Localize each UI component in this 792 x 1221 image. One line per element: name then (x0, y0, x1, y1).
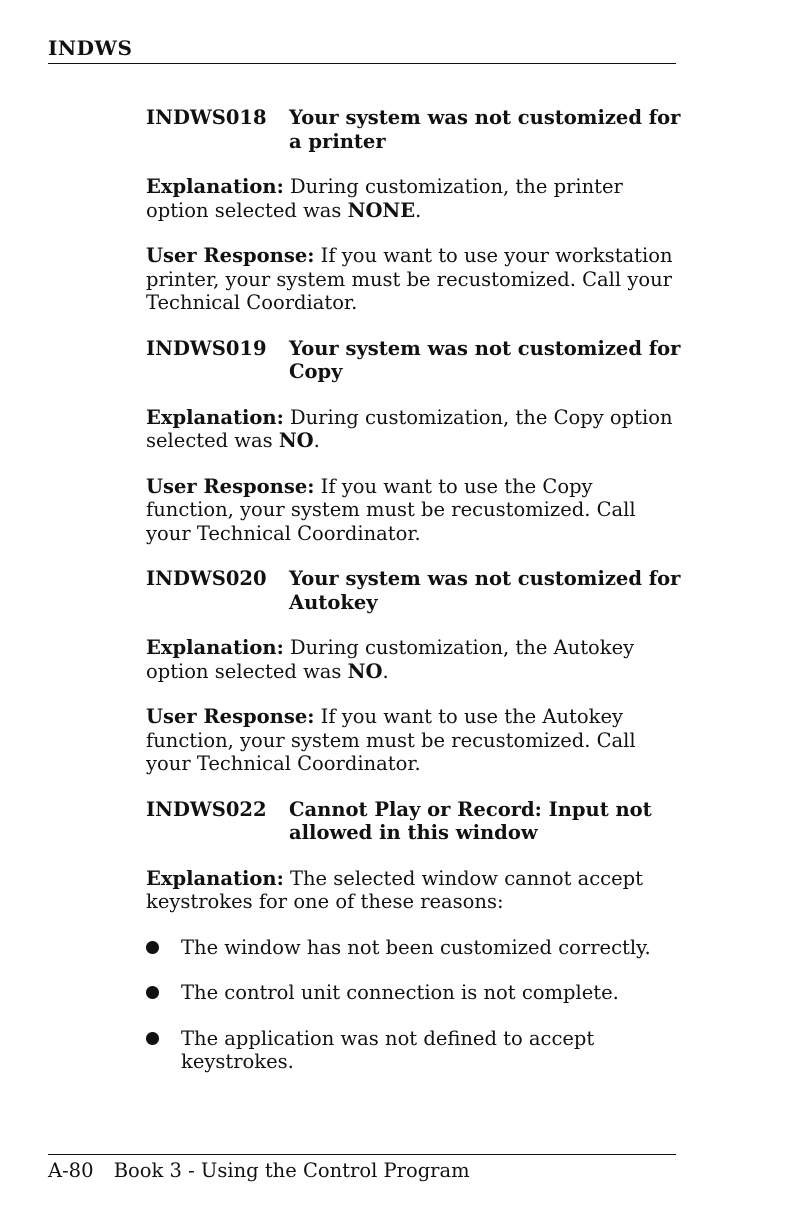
explanation-text: The selected window cannot accept keystrokes for one of these reasons: (146, 866, 643, 913)
message-list (146, 106, 686, 1096)
book-title: Book 3 - Using the Control Program (113, 1159, 470, 1182)
explanation-label: Explanation: (146, 866, 284, 890)
explanation-text: During customization, the Autokey option selected was (146, 636, 635, 683)
explanation-label: Explanation: (146, 175, 284, 198)
message-title: Cannot Play or Record: Input not allowed in this window (289, 797, 652, 844)
page-number: A-80 (48, 1159, 94, 1182)
message-heading (146, 798, 686, 845)
bullet-icon (146, 1032, 159, 1045)
user-response-paragraph (146, 475, 686, 546)
message-entry (146, 567, 686, 776)
explanation-label: Explanation: (146, 636, 284, 659)
message-title: Your system was not customized for Autokey (289, 567, 681, 614)
explanation-label: Explanation: (146, 405, 284, 429)
message-entry (146, 798, 686, 1074)
message-entry (146, 106, 686, 315)
user-response-paragraph (146, 705, 686, 776)
message-heading (146, 337, 686, 384)
message-id: INDWS018 (146, 106, 267, 129)
user-response-text: If you want to use your workstation printer, your system must be recustomized. Call your Technical Coordiator. (146, 244, 673, 314)
message-id: INDWS020 (146, 567, 267, 590)
page-footer (48, 1159, 470, 1182)
message-heading (146, 106, 686, 153)
user-response-label: User Response: (146, 705, 315, 728)
list-item (146, 1027, 686, 1074)
list-item-text: The application was not defined to accept keystrokes. (181, 1026, 595, 1073)
explanation-value: NONE (347, 198, 416, 222)
list-item (146, 981, 686, 1005)
reason-list (146, 936, 686, 1074)
header-divider (48, 63, 676, 64)
message-entry (146, 337, 686, 546)
explanation-paragraph: Explanation: During customization, the printer option selected was NONE. (146, 175, 623, 222)
message-id: INDWS019 (146, 336, 267, 360)
explanation-text: During customization, the printer option selected was (146, 175, 623, 222)
explanation-paragraph (146, 867, 686, 914)
explanation-paragraph: Explanation: During customization, the Copy option selected was NO. (146, 405, 673, 452)
explanation-value: NO (347, 659, 383, 683)
bullet-icon (146, 986, 159, 999)
user-response-label: User Response: (146, 474, 315, 498)
user-response-paragraph (146, 244, 686, 315)
message-heading (146, 567, 686, 614)
message-title: Your system was not customized for a printer (289, 106, 681, 153)
list-item (146, 936, 686, 960)
message-id: INDWS022 (146, 797, 267, 821)
user-response-label: User Response: (146, 244, 315, 267)
running-header: INDWS (48, 36, 133, 60)
footer-divider (48, 1154, 676, 1155)
message-title: Your system was not customized for Copy (289, 336, 681, 383)
explanation-value: NO (278, 429, 314, 452)
list-item-text: The window has not been customized correctly. (181, 935, 651, 959)
explanation-paragraph: Explanation: During customization, the Autokey option selected was NO. (146, 636, 635, 683)
user-response-text: If you want to use the Autokey function, your system must be recustomized. Call your Technical Coordinator. (146, 705, 636, 775)
bullet-icon (146, 941, 159, 954)
explanation-text: During customization, the Copy option selected was (146, 405, 673, 452)
user-response-text: If you want to use the Copy function, your system must be recustomized. Call your Technical Coordinator. (146, 474, 636, 545)
list-item-text: The control unit connection is not complete. (181, 981, 619, 1004)
